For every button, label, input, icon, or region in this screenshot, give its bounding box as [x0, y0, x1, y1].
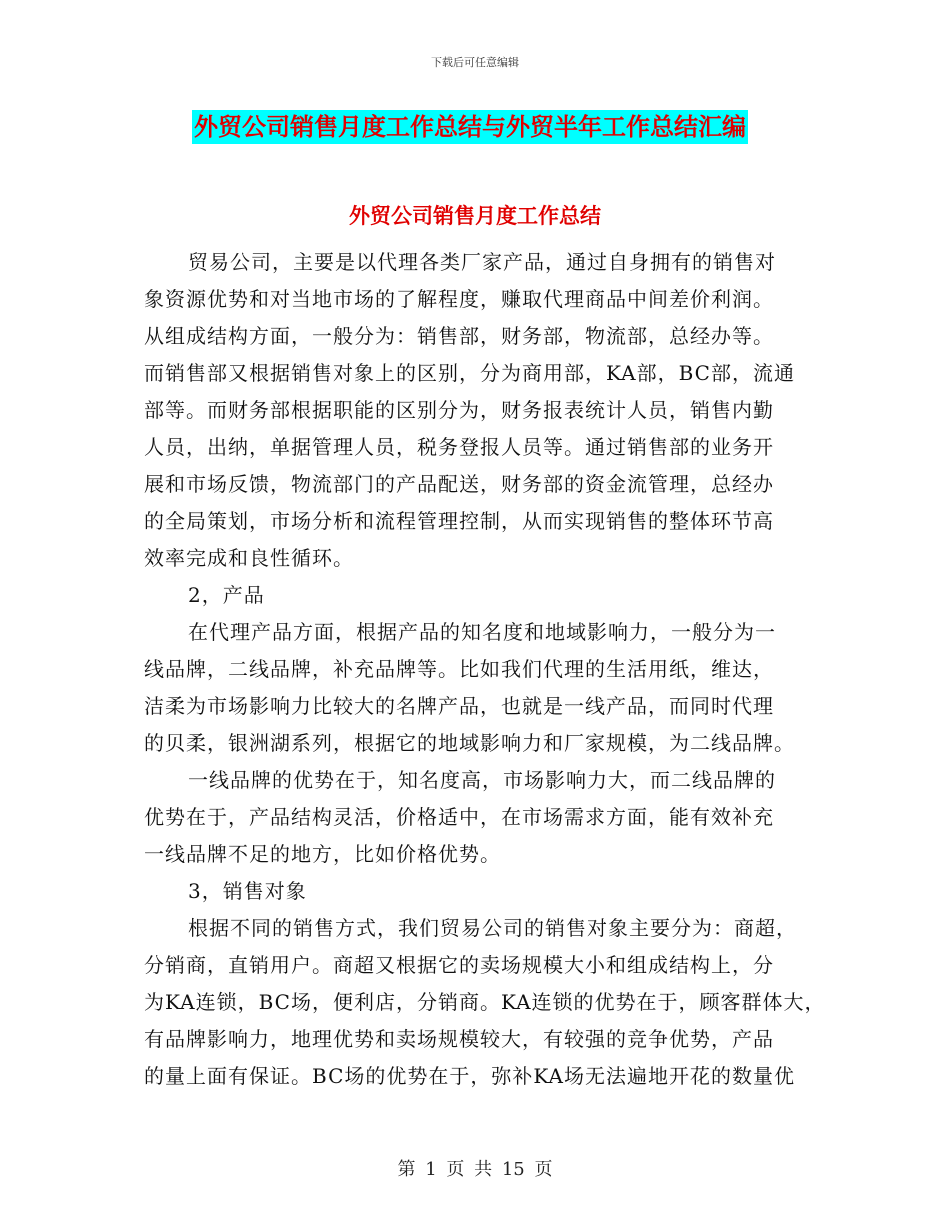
- body-line: 的贝柔，银洲湖系列，根据它的地域影响力和厂家规模，为二线品牌。: [144, 731, 795, 755]
- body-line: 效率完成和良性循环。: [144, 546, 354, 570]
- body-line: 一线品牌不足的地方，比如价格优势。: [144, 842, 501, 866]
- subheading-sales-target: 3，销售对象: [188, 879, 307, 903]
- body-line: 优势在于，产品结构灵活，价格适中，在市场需求方面，能有效补充: [144, 805, 774, 829]
- body-line: 线品牌，二线品牌，补充品牌等。比如我们代理的生活用纸，维达，: [144, 657, 774, 681]
- body-line: 贸易公司，主要是以代理各类厂家产品，通过自身拥有的销售对: [188, 250, 776, 274]
- body-line: 根据不同的销售方式，我们贸易公司的销售对象主要分为：商超，: [188, 916, 797, 940]
- body-line: 有品牌影响力，地理优势和卖场规模较大，有较强的竞争优势，产品: [144, 1027, 774, 1051]
- body-line: 洁柔为市场影响力比较大的名牌产品，也就是一线产品，而同时代理: [144, 694, 774, 718]
- body-line: 象资源优势和对当地市场的了解程度，赚取代理商品中间差价利润。: [144, 287, 774, 311]
- body-line: 人员，出纳，单据管理人员，税务登报人员等。通过销售部的业务开: [144, 435, 774, 459]
- body-line: 分销商，直销用户。商超又根据它的卖场规模大小和组成结构上，分: [144, 953, 774, 977]
- body-line: 在代理产品方面，根据产品的知名度和地域影响力，一般分为一: [188, 620, 776, 644]
- header-note: 下载后可任意编辑: [431, 56, 519, 69]
- body-line: 展和市场反馈，物流部门的产品配送，财务部的资金流管理，总经办: [144, 472, 774, 496]
- page-footer: 第 1 页 共 15 页: [397, 1159, 553, 1180]
- body-line: 而销售部又根据销售对象上的区别，分为商用部，KA部，BC部，流通: [144, 361, 795, 385]
- subheading-product: 2，产品: [188, 583, 265, 607]
- body-line: 一线品牌的优势在于，知名度高，市场影响力大，而二线品牌的: [188, 768, 776, 792]
- body-line: 的量上面有保证。BC场的优势在于，弥补KA场无法遍地开花的数量优: [144, 1064, 795, 1088]
- body-line: 为KA连锁，BC场，便利店，分销商。KA连锁的优势在于，顾客群体大，: [144, 990, 826, 1014]
- document-body: [144, 244, 834, 1095]
- body-line: 从组成结构方面，一般分为：销售部，财务部，物流部，总经办等。: [144, 324, 774, 348]
- main-title: 外贸公司销售月度工作总结与外贸半年工作总结汇编: [192, 110, 748, 144]
- section-title: 外贸公司销售月度工作总结: [349, 203, 601, 228]
- body-line: 部等。而财务部根据职能的区别分为，财务报表统计人员，销售内勤: [144, 398, 774, 422]
- body-line: 的全局策划，市场分析和流程管理控制，从而实现销售的整体环节高: [144, 509, 774, 533]
